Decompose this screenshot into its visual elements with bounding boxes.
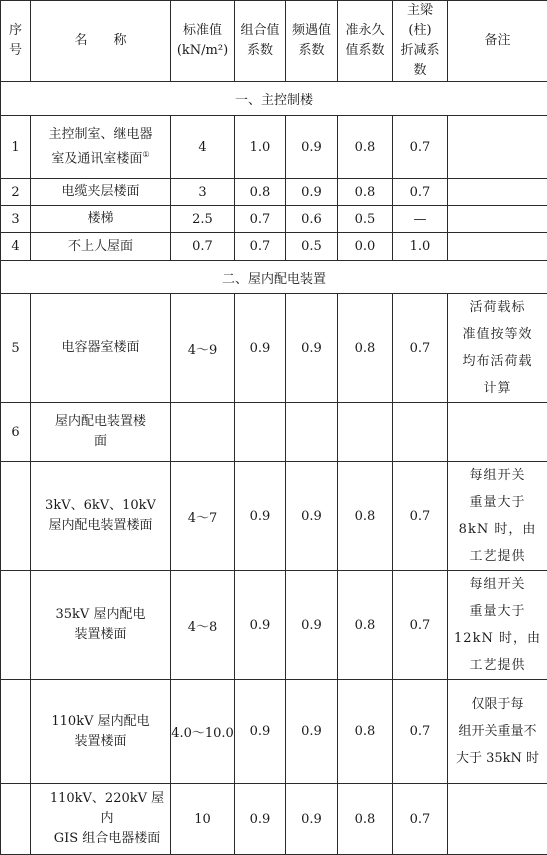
cell-beam-reduction-coef: 0.7	[393, 571, 448, 680]
footnote-marker: ①	[142, 150, 149, 159]
header-combo-line2: 系数	[238, 41, 282, 61]
remark-line: 12kN 时，由	[451, 625, 544, 652]
cell-name-line1: 屋内配电装置楼	[34, 412, 167, 432]
cell-seq: 3	[1, 206, 31, 233]
cell-standard-value: 2.5	[171, 206, 235, 233]
section-title-indoor-switchgear: 二、屋内配电装置	[1, 261, 547, 294]
cell-name-line1: 110kV 屋内配电	[34, 712, 167, 732]
cell-combination-coef: 0.7	[235, 233, 286, 261]
cell-name-line2	[34, 145, 167, 169]
header-beam-reduction-coef	[393, 1, 448, 82]
cell-combination-coef: 1.0	[235, 116, 286, 179]
header-freq-line1: 频遇值	[289, 21, 334, 41]
remark-line: 准值按等效	[451, 321, 544, 348]
cell-name	[31, 116, 171, 179]
cell-frequent-coef: 0.9	[286, 116, 338, 179]
cell-combination-coef: 0.9	[235, 784, 286, 855]
cell-combination-coef: 0.9	[235, 571, 286, 680]
cell-seq: 4	[1, 233, 31, 261]
cell-beam-reduction-coef: 1.0	[393, 233, 448, 261]
cell-seq	[1, 680, 31, 784]
cell-standard-value: 3	[171, 179, 235, 206]
cell-remark	[448, 294, 547, 403]
cell-remark	[448, 116, 547, 179]
cell-combination-coef: 0.7	[235, 206, 286, 233]
cell-quasi-permanent-coef	[338, 403, 393, 462]
header-combo-line1: 组合值	[238, 21, 282, 41]
cell-beam-reduction-coef: —	[393, 206, 448, 233]
header-name: 名 称	[31, 1, 171, 82]
cell-combination-coef: 0.9	[235, 462, 286, 571]
cell-remark	[448, 680, 547, 784]
remark-line: 活荷载标	[451, 294, 544, 321]
cell-combination-coef	[235, 403, 286, 462]
cell-seq	[1, 571, 31, 680]
cell-remark	[448, 179, 547, 206]
header-standard-value	[171, 1, 235, 82]
cell-frequent-coef	[286, 403, 338, 462]
cell-name-line2: 装置楼面	[34, 732, 167, 752]
cell-standard-value	[171, 403, 235, 462]
cell-standard-value: 4.0～10.0	[171, 680, 235, 784]
table-row	[1, 784, 547, 855]
cell-remark	[448, 784, 547, 855]
remark-line: 重量大于	[451, 489, 544, 516]
cell-name-line2: 面	[34, 432, 167, 452]
cell-name-line2: 屋内配电装置楼面	[34, 516, 167, 536]
cell-frequent-coef: 0.5	[286, 233, 338, 261]
remark-line: 8kN 时，由	[451, 516, 544, 543]
cell-name-line1: 主控制室、继电器	[34, 125, 167, 145]
header-freq-line2: 系数	[289, 41, 334, 61]
header-beam-line1: 主梁(柱)	[396, 1, 444, 41]
header-quasi-line1: 准永久	[341, 21, 389, 41]
cell-frequent-coef: 0.9	[286, 680, 338, 784]
cell-quasi-permanent-coef: 0.8	[338, 680, 393, 784]
cell-frequent-coef: 0.9	[286, 179, 338, 206]
cell-frequent-coef: 0.9	[286, 462, 338, 571]
remark-line: 每组开关	[451, 462, 544, 489]
cell-frequent-coef: 0.9	[286, 784, 338, 855]
table-row	[1, 403, 547, 462]
cell-beam-reduction-coef: 0.7	[393, 784, 448, 855]
cell-combination-coef: 0.9	[235, 680, 286, 784]
cell-remark	[448, 462, 547, 571]
header-row	[1, 1, 547, 82]
cell-remark	[448, 233, 547, 261]
table-row	[1, 680, 547, 784]
table-row	[1, 294, 547, 403]
cell-frequent-coef: 0.9	[286, 571, 338, 680]
cell-quasi-permanent-coef: 0.8	[338, 179, 393, 206]
cell-name-line1: 110kV、220kV 屋内	[47, 789, 167, 829]
remark-line: 均布活荷载	[451, 348, 544, 375]
table-row	[1, 116, 547, 179]
cell-standard-value: 10	[171, 784, 235, 855]
cell-name-line2: GIS 组合电器楼面	[47, 829, 167, 849]
cell-beam-reduction-coef	[393, 403, 448, 462]
cell-combination-coef: 0.8	[235, 179, 286, 206]
cell-name-line2-text: 室及通讯室楼面	[51, 151, 142, 166]
cell-quasi-permanent-coef: 0.8	[338, 462, 393, 571]
cell-name	[31, 403, 171, 462]
cell-beam-reduction-coef: 0.7	[393, 680, 448, 784]
cell-standard-value: 4	[171, 116, 235, 179]
cell-combination-coef: 0.9	[235, 294, 286, 403]
cell-quasi-permanent-coef: 0.5	[338, 206, 393, 233]
cell-quasi-permanent-coef: 0.8	[338, 294, 393, 403]
cell-remark	[448, 571, 547, 680]
remark-line: 重量大于	[451, 598, 544, 625]
cell-name	[31, 462, 171, 571]
remark-line: 仅限于每	[451, 691, 544, 718]
table-row	[1, 179, 547, 206]
cell-seq	[1, 784, 31, 855]
remark-line: 工艺提供	[451, 652, 544, 679]
cell-name	[31, 571, 171, 680]
cell-seq: 5	[1, 294, 31, 403]
cell-frequent-coef: 0.9	[286, 294, 338, 403]
header-beam-line2: 折减系数	[396, 41, 444, 81]
cell-beam-reduction-coef: 0.7	[393, 294, 448, 403]
cell-remark	[448, 403, 547, 462]
cell-name	[31, 784, 171, 855]
cell-seq: 1	[1, 116, 31, 179]
cell-quasi-permanent-coef: 0.8	[338, 784, 393, 855]
section-title-main-control-building: 一、主控制楼	[1, 82, 547, 116]
header-quasi-permanent-coef	[338, 1, 393, 82]
cell-standard-value: 4～8	[171, 571, 235, 680]
cell-frequent-coef: 0.6	[286, 206, 338, 233]
header-standard-line1: 标准值	[174, 21, 231, 41]
cell-seq: 2	[1, 179, 31, 206]
cell-standard-value: 4～9	[171, 294, 235, 403]
cell-name-line1: 3kV、6kV、10kV	[34, 496, 167, 516]
remark-line: 大于 35kN 时	[451, 745, 544, 772]
cell-quasi-permanent-coef: 0.8	[338, 571, 393, 680]
cell-standard-value: 4～7	[171, 462, 235, 571]
header-standard-line2: (kN/m²)	[174, 41, 231, 61]
table-row	[1, 206, 547, 233]
header-seq: 序号	[1, 1, 31, 82]
cell-seq: 6	[1, 403, 31, 462]
header-frequent-coef	[286, 1, 338, 82]
header-combination-coef	[235, 1, 286, 82]
cell-standard-value: 0.7	[171, 233, 235, 261]
cell-quasi-permanent-coef: 0.0	[338, 233, 393, 261]
cell-name: 楼梯	[31, 206, 171, 233]
table-row	[1, 233, 547, 261]
section-row	[1, 261, 547, 294]
cell-remark	[448, 206, 547, 233]
section-row	[1, 82, 547, 116]
cell-name: 不上人屋面	[31, 233, 171, 261]
cell-name: 电缆夹层楼面	[31, 179, 171, 206]
cell-beam-reduction-coef: 0.7	[393, 116, 448, 179]
cell-name-line2: 装置楼面	[34, 625, 167, 645]
cell-quasi-permanent-coef: 0.8	[338, 116, 393, 179]
table-row	[1, 571, 547, 680]
header-remark: 备注	[448, 1, 547, 82]
remark-line: 工艺提供	[451, 543, 544, 570]
remark-line: 组开关重量不	[451, 718, 544, 745]
table-row	[1, 462, 547, 571]
header-quasi-line2: 值系数	[341, 41, 389, 61]
remark-line: 每组开关	[451, 571, 544, 598]
cell-name	[31, 680, 171, 784]
cell-name-line1: 35kV 屋内配电	[34, 605, 167, 625]
cell-beam-reduction-coef: 0.7	[393, 462, 448, 571]
cell-name: 电容器室楼面	[31, 294, 171, 403]
cell-seq	[1, 462, 31, 571]
cell-beam-reduction-coef: 0.7	[393, 179, 448, 206]
remark-line: 计算	[451, 375, 544, 402]
